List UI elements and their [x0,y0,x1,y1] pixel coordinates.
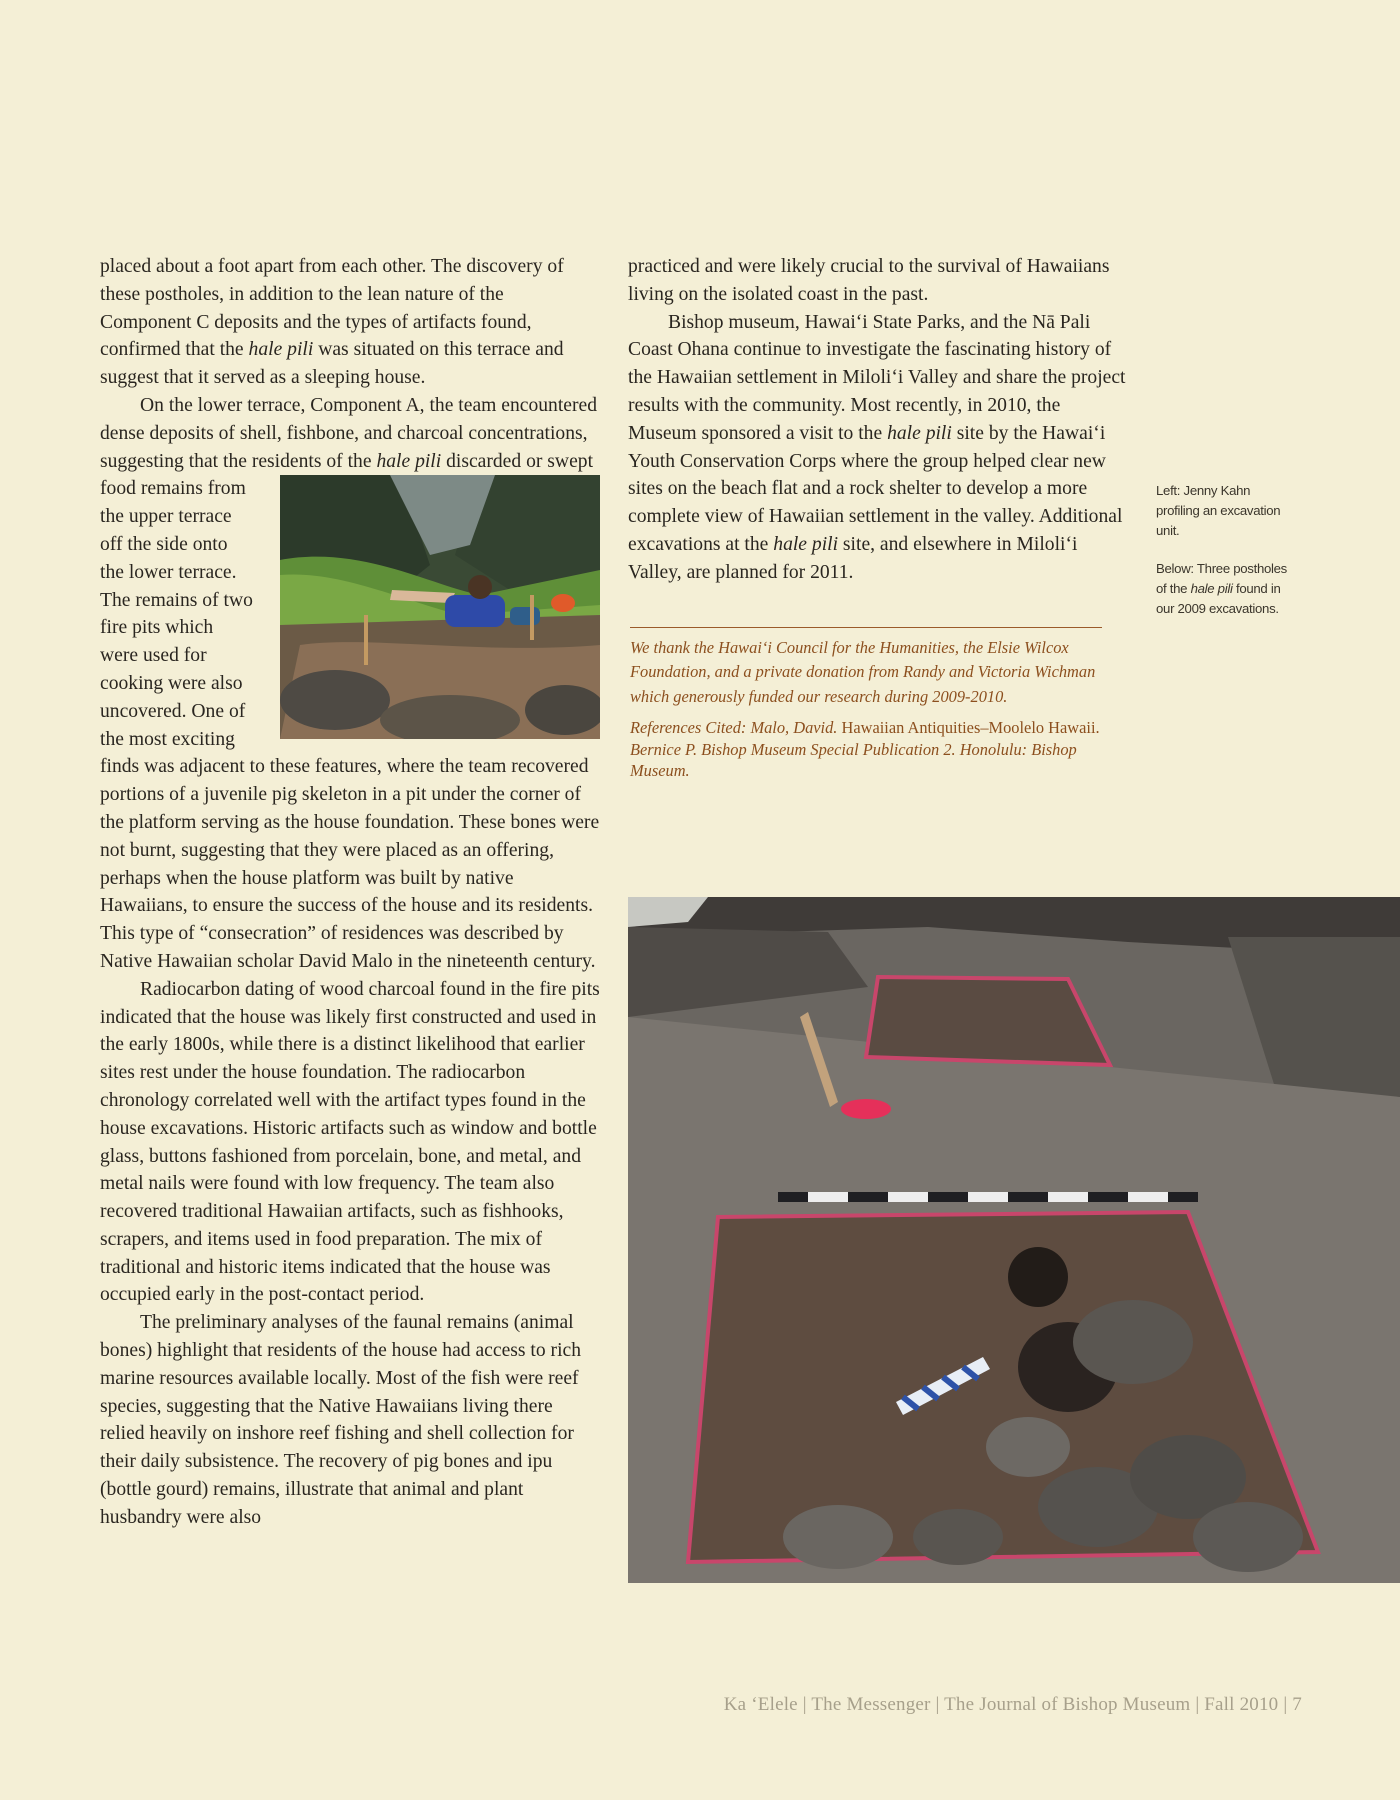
references-cited: References Cited: Malo, David. Hawaiian Antiquities–Moolelo Hawaii. Bernice P. Bishop Museum Special Publication 2. Honolulu: Bishop Museum. [630,718,1100,781]
paragraph: On the lower terrace, Component A, the team encountered dense deposits of shell, fishbone, and charcoal concentrations, suggesting that the residents of the hale pili discarded or swept food remains from the upper terrace off the side onto the lower terrace. The remains of two fire pits which were used for cooking were also uncovered. One of the most exciting finds was adjacent to these features, where the team recovered portions of a juvenile pig skeleton in a pit under the corner of the platform serving as the house foundation. These bones were not burnt, suggesting that they were placed as an offering, perhaps when the house platform was built by native Hawaiians, to ensure the success of the house and its residents. This type of “consecration” of residences was described by Native Hawaiian scholar David Malo in the nineteenth century. [100,392,600,976]
photo-captions [1156,481,1296,637]
right-text-column [628,253,1128,587]
page-footer: Ka ʻElele | The Messenger | The Journal of Bishop Museum | Fall 2010 | 7 [723,1694,1302,1715]
left-text-column [100,253,600,1532]
paragraph: The preliminary analyses of the faunal remains (animal bones) highlight that residents of the house had access to rich marine resources available locally. Most of the fish were reef species, suggesting that the Native Hawaiians living there relied heavily on inshore reef fishing and shell collection for their daily subsistence. The recovery of pig bones and ipu (bottle gourd) remains, illustrate that animal and plant husbandry were also [100,1312,582,1528]
paragraph: practiced and were likely crucial to the survival of Hawaiians living on the isolated coast in the past. [628,256,1110,305]
acknowledgment-block [630,627,1102,782]
caption-left-photo: Left: Jenny Kahn profiling an excavation unit. [1156,483,1281,538]
caption-below-photo: Below: Three postholes of the hale pili found in our 2009 excavations. [1156,561,1287,616]
paragraph: Radiocarbon dating of wood charcoal found in the fire pits indicated that the house was likely first constructed and used in the early 1800s, while there is a distinct likelihood that earlier sites rest under the house foundation. The radiocarbon chronology correlated well with the artifact types found in the house excavations. Historic artifacts such as window and bottle glass, buttons fashioned from porcelain, bone, and metal, and metal nails were found with low frequency. The team also recovered traditional Hawaiian artifacts, such as fishhooks, scrapers, and items used in food preparation. The mix of traditional and historic items indicated that the house was occupied early in the post-contact period. [100,978,600,1306]
paragraph: Bishop museum, Hawaiʻi State Parks, and the Nā Pali Coast Ohana continue to investigate the fascinating history of the Hawaiian settlement in Miloliʻi Valley and share the project results with the community. Most recently, in 2010, the Museum sponsored a visit to the hale pili site by the Hawaiʻi Youth Conservation Corps where the group helped clear new sites on the beach flat and a rock shelter to develop a more complete view of Hawaiian settlement in the valley. Additional excavations at the hale pili site, and elsewhere in Miloliʻi Valley, are planned for 2011. [628,311,1126,583]
posthole-excavation-photo [628,897,1400,1583]
paragraph: placed about a foot apart from each other. The discovery of these postholes, in addition to the lean nature of the Component C deposits and the types of artifacts found, confirmed that the hale pili was situated on this terrace and suggest that it served as a sleeping house. [100,256,564,389]
acknowledgment-text: We thank the Hawaiʻi Council for the Humanities, the Elsie Wilcox Foundation, and a private donation from Randy and Victoria Wichman which generously funded our research during 2009-2010. [630,638,1096,706]
excavation-photo-jenny-kahn [280,475,600,739]
